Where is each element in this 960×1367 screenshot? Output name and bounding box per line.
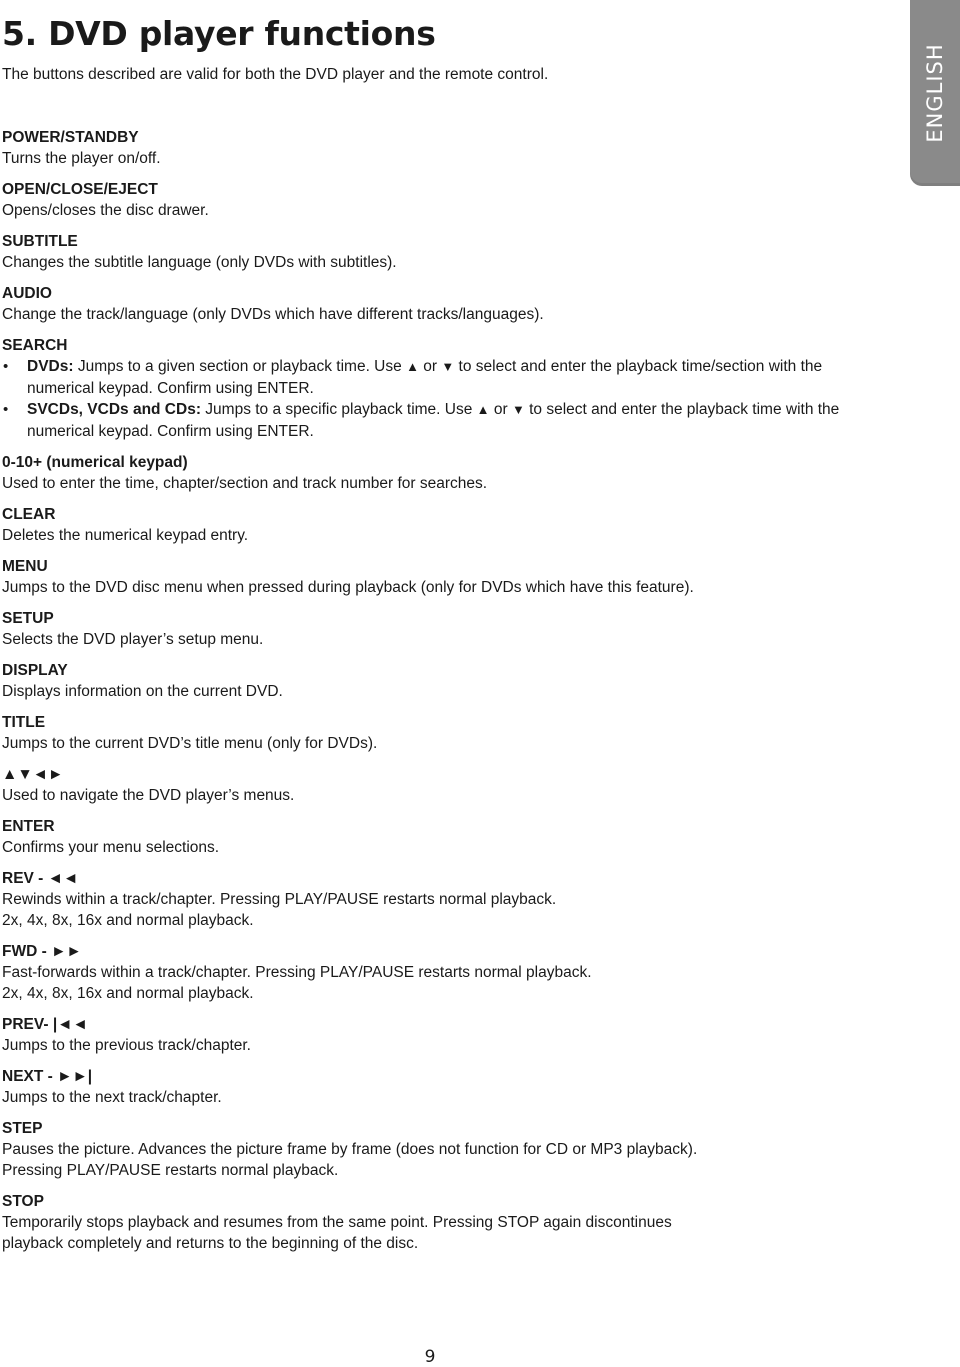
- function-description: Jumps to the previous track/chapter.: [2, 1037, 251, 1054]
- function-description: Changes the subtitle language (only DVDs with subtitles).: [2, 254, 397, 271]
- function-subtitle: [2, 231, 872, 273]
- function-stop: [2, 1191, 872, 1254]
- function-name: DISPLAY: [2, 662, 68, 679]
- page-number: 9: [424, 1347, 436, 1367]
- bullet-text: or: [418, 358, 442, 375]
- bullet-dot-icon: •: [3, 358, 9, 375]
- function-description: Rewinds within a track/chapter. Pressing PLAY/PAUSE restarts normal playback.: [2, 891, 557, 908]
- function-description: 2x, 4x, 8x, 16x and normal playback.: [2, 985, 254, 1002]
- function-rev: [2, 868, 872, 931]
- function-name: SETUP: [2, 610, 54, 627]
- function-list: [2, 127, 872, 1264]
- function-description: playback completely and returns to the beginning of the disc.: [2, 1235, 419, 1252]
- function-description: Used to enter the time, chapter/section and track number for searches.: [2, 475, 488, 492]
- bullet-lead: SVCDs, VCDs and CDs:: [27, 401, 201, 418]
- function-description: Pressing PLAY/PAUSE restarts normal playback.: [2, 1162, 339, 1179]
- up-triangle-icon: ▲: [476, 402, 490, 417]
- language-tab-label: ENGLISH: [923, 43, 947, 143]
- function-description: Jumps to the next track/chapter.: [2, 1089, 222, 1106]
- bullet-text: Jumps to a specific playback time. Use: [200, 401, 477, 418]
- function-name: MENU: [2, 558, 48, 575]
- function-name: OPEN/CLOSE/EJECT: [2, 181, 158, 198]
- function-name: STEP: [2, 1120, 43, 1137]
- function-description: Displays information on the current DVD.: [2, 683, 283, 700]
- up-triangle-icon: ▲: [406, 359, 419, 374]
- language-tab: [910, 0, 960, 186]
- function-description: Used to navigate the DVD player’s menus.: [2, 787, 295, 804]
- bullet-text: or: [489, 401, 512, 418]
- down-triangle-icon: ▼: [511, 402, 525, 417]
- function-menu: [2, 556, 872, 598]
- function-name: POWER/STANDBY: [2, 129, 139, 146]
- bullet-lead: DVDs:: [27, 358, 74, 375]
- function-name: PREV- |◄◄: [2, 1016, 88, 1033]
- function-step: [2, 1118, 872, 1181]
- function-description: Jumps to the DVD disc menu when pressed during playback (only for DVDs which have this feature).: [2, 579, 694, 596]
- function-audio: [2, 283, 872, 325]
- function-next: [2, 1066, 872, 1108]
- function-prev: [2, 1014, 872, 1056]
- function-description: Turns the player on/off.: [2, 150, 161, 167]
- navigation-arrows-icon: ▲▼◄►: [2, 766, 64, 783]
- intro-text: The buttons described are valid for both the DVD player and the remote control.: [2, 66, 549, 83]
- function-navigation-arrows: [2, 764, 872, 806]
- function-fwd: [2, 941, 872, 1004]
- function-numerical-keypad: [2, 452, 872, 494]
- function-description: Opens/closes the disc drawer.: [2, 202, 209, 219]
- function-name: AUDIO: [2, 285, 52, 302]
- function-description: Temporarily stops playback and resumes from the same point. Pressing STOP again discontinues: [2, 1214, 672, 1231]
- function-display: [2, 660, 872, 702]
- function-name: FWD - ►►: [2, 943, 82, 960]
- down-triangle-icon: ▼: [441, 359, 455, 374]
- function-description: Confirms your menu selections.: [2, 839, 220, 856]
- function-title: [2, 712, 872, 754]
- bullet-text: to select and enter the playback time with the numerical keypad. Confirm using ENTER.: [27, 401, 840, 440]
- bullet-text: Jumps to a given section or playback time. Use: [73, 358, 407, 375]
- function-open-close-eject: [2, 179, 872, 221]
- function-name: ENTER: [2, 818, 55, 835]
- function-description: 2x, 4x, 8x, 16x and normal playback.: [2, 912, 254, 929]
- function-description: Jumps to the current DVD’s title menu (only for DVDs).: [2, 735, 378, 752]
- function-name: SEARCH: [2, 337, 68, 354]
- search-bullet-dvds: [2, 356, 872, 399]
- function-name: NEXT - ►►|: [2, 1068, 93, 1085]
- function-description: Pauses the picture. Advances the picture frame by frame (does not function for CD or MP3 playback).: [2, 1141, 698, 1158]
- search-bullet-svcds: [2, 399, 872, 442]
- function-name: SUBTITLE: [2, 233, 78, 250]
- function-setup: [2, 608, 872, 650]
- function-clear: [2, 504, 872, 546]
- function-name: 0-10+ (numerical keypad): [2, 454, 188, 471]
- function-name: TITLE: [2, 714, 46, 731]
- function-description: Deletes the numerical keypad entry.: [2, 527, 249, 544]
- bullet-text: to select and enter the playback time/section with the numerical keypad. Confirm using ENTER.: [27, 358, 823, 397]
- function-description: Fast-forwards within a track/chapter. Pressing PLAY/PAUSE restarts normal playback.: [2, 964, 592, 981]
- page-title: 5. DVD player functions: [2, 14, 436, 53]
- function-description: Selects the DVD player’s setup menu.: [2, 631, 264, 648]
- search-bullet-list: [2, 356, 872, 442]
- function-power-standby: [2, 127, 872, 169]
- function-description: Change the track/language (only DVDs which have different tracks/languages).: [2, 306, 544, 323]
- function-search: [2, 335, 872, 442]
- function-name: STOP: [2, 1193, 44, 1210]
- function-name: REV - ◄◄: [2, 870, 79, 887]
- function-enter: [2, 816, 872, 858]
- function-name: CLEAR: [2, 506, 56, 523]
- bullet-dot-icon: •: [3, 401, 9, 418]
